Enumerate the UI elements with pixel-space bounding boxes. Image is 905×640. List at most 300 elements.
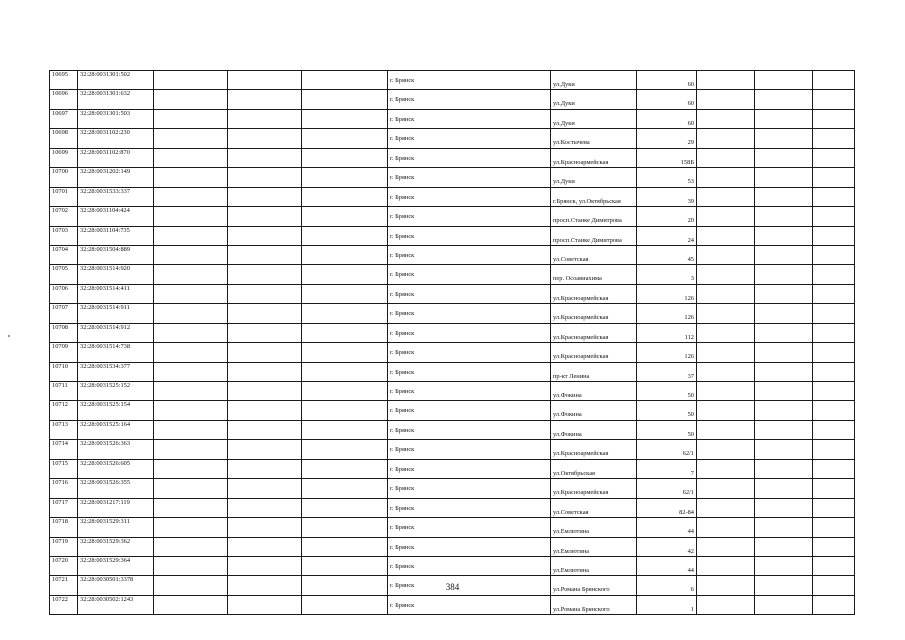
- cadastral-number-cell: 32:28:0031301:632: [78, 90, 154, 109]
- street-cell: ул.Дуки: [551, 90, 637, 109]
- table-row: [50, 362, 855, 381]
- record-number-cell: 10695: [50, 71, 78, 90]
- city-cell: г. Брянск: [388, 207, 551, 226]
- house-number-cell: 50: [637, 420, 697, 439]
- empty-cell: [228, 71, 302, 90]
- table-row: [50, 537, 855, 556]
- record-number-cell: 10696: [50, 90, 78, 109]
- city-cell: г. Брянск: [388, 304, 551, 323]
- house-number-cell: 44: [637, 556, 697, 575]
- city-cell: г. Брянск: [388, 362, 551, 381]
- empty-cell: [228, 323, 302, 342]
- empty-cell: [302, 265, 388, 284]
- record-number-cell: 10715: [50, 459, 78, 478]
- empty-cell: [697, 459, 755, 478]
- record-number-cell: 10710: [50, 362, 78, 381]
- table-row: [50, 518, 855, 537]
- record-number-cell: 10705: [50, 265, 78, 284]
- empty-cell: [228, 129, 302, 148]
- street-cell: ул.Фокина: [551, 420, 637, 439]
- city-cell: г. Брянск: [388, 129, 551, 148]
- table-row: [50, 187, 855, 206]
- empty-cell: [302, 518, 388, 537]
- empty-cell: [154, 556, 228, 575]
- empty-cell: [228, 148, 302, 167]
- empty-cell: [302, 382, 388, 401]
- record-number-cell: 10709: [50, 343, 78, 362]
- empty-cell: [697, 245, 755, 264]
- empty-cell: [228, 440, 302, 459]
- city-cell: г. Брянск: [388, 187, 551, 206]
- city-cell: г. Брянск: [388, 226, 551, 245]
- empty-cell: [154, 187, 228, 206]
- city-cell: г. Брянск: [388, 498, 551, 517]
- cadastral-number-cell: 32:28:0031514:920: [78, 265, 154, 284]
- city-cell: г. Брянск: [388, 556, 551, 575]
- empty-cell: [813, 459, 855, 478]
- record-number-cell: 10717: [50, 498, 78, 517]
- street-cell: просп.Станке Димитрова: [551, 207, 637, 226]
- cadastral-number-cell: 32:28:0031301:503: [78, 109, 154, 128]
- empty-cell: [813, 595, 855, 614]
- empty-cell: [302, 90, 388, 109]
- empty-cell: [697, 401, 755, 420]
- street-cell: ул.Красноармейская: [551, 304, 637, 323]
- empty-cell: [154, 362, 228, 381]
- empty-cell: [813, 129, 855, 148]
- cadastral-number-cell: 32:28:0031514:912: [78, 323, 154, 342]
- empty-cell: [813, 518, 855, 537]
- empty-cell: [302, 207, 388, 226]
- record-number-cell: 10702: [50, 207, 78, 226]
- empty-cell: [697, 207, 755, 226]
- table-row: [50, 420, 855, 439]
- street-cell: ул.Красноармейская: [551, 343, 637, 362]
- empty-cell: [154, 304, 228, 323]
- record-number-cell: 10699: [50, 148, 78, 167]
- empty-cell: [697, 362, 755, 381]
- empty-cell: [755, 401, 813, 420]
- record-number-cell: 10720: [50, 556, 78, 575]
- record-number-cell: 10712: [50, 401, 78, 420]
- cadastral-number-cell: 32:28:0031525:152: [78, 382, 154, 401]
- empty-cell: [755, 284, 813, 303]
- city-cell: г. Брянск: [388, 71, 551, 90]
- empty-cell: [755, 304, 813, 323]
- table-row: [50, 343, 855, 362]
- city-cell: г. Брянск: [388, 537, 551, 556]
- table-row: [50, 226, 855, 245]
- empty-cell: [697, 226, 755, 245]
- empty-cell: [154, 109, 228, 128]
- empty-cell: [228, 595, 302, 614]
- city-cell: г. Брянск: [388, 459, 551, 478]
- street-cell: ул.Фокина: [551, 401, 637, 420]
- registry-table-body: [50, 71, 855, 615]
- empty-cell: [302, 245, 388, 264]
- city-cell: г. Брянск: [388, 382, 551, 401]
- cadastral-number-cell: 32:28:0031301:502: [78, 71, 154, 90]
- table-row: [50, 595, 855, 614]
- empty-cell: [755, 498, 813, 517]
- empty-cell: [755, 245, 813, 264]
- cadastral-number-cell: 32:28:0031104:424: [78, 207, 154, 226]
- house-number-cell: 112: [637, 323, 697, 342]
- empty-cell: [813, 284, 855, 303]
- cadastral-number-cell: 32:28:0031504:889: [78, 245, 154, 264]
- empty-cell: [755, 420, 813, 439]
- house-number-cell: 1: [637, 595, 697, 614]
- empty-cell: [697, 148, 755, 167]
- empty-cell: [755, 459, 813, 478]
- empty-cell: [813, 323, 855, 342]
- empty-cell: [154, 343, 228, 362]
- empty-cell: [697, 556, 755, 575]
- empty-cell: [154, 168, 228, 187]
- city-cell: г. Брянск: [388, 479, 551, 498]
- house-number-cell: 60: [637, 109, 697, 128]
- table-row: [50, 129, 855, 148]
- empty-cell: [755, 109, 813, 128]
- empty-cell: [228, 343, 302, 362]
- table-row: [50, 265, 855, 284]
- empty-cell: [154, 129, 228, 148]
- empty-cell: [154, 284, 228, 303]
- record-number-cell: 10707: [50, 304, 78, 323]
- street-cell: ул.Советская: [551, 498, 637, 517]
- empty-cell: [228, 420, 302, 439]
- empty-cell: [813, 498, 855, 517]
- empty-cell: [813, 207, 855, 226]
- empty-cell: [755, 71, 813, 90]
- empty-cell: [697, 129, 755, 148]
- cadastral-number-cell: 32:28:0031529:311: [78, 518, 154, 537]
- city-cell: г. Брянск: [388, 90, 551, 109]
- table-row: [50, 90, 855, 109]
- house-number-cell: 3: [637, 265, 697, 284]
- empty-cell: [755, 207, 813, 226]
- city-cell: г. Брянск: [388, 420, 551, 439]
- empty-cell: [154, 265, 228, 284]
- table-row: [50, 304, 855, 323]
- house-number-cell: 126: [637, 343, 697, 362]
- street-cell: пр-кт Ленина: [551, 362, 637, 381]
- empty-cell: [755, 479, 813, 498]
- record-number-cell: 10718: [50, 518, 78, 537]
- empty-cell: [154, 323, 228, 342]
- house-number-cell: 50: [637, 382, 697, 401]
- cadastral-number-cell: 32:28:0031525:164: [78, 420, 154, 439]
- house-number-cell: 126: [637, 284, 697, 303]
- empty-cell: [697, 168, 755, 187]
- cadastral-number-cell: 32:28:0030501:3378: [78, 576, 154, 595]
- empty-cell: [755, 537, 813, 556]
- empty-cell: [228, 284, 302, 303]
- record-number-cell: 10708: [50, 323, 78, 342]
- city-cell: г. Брянск: [388, 595, 551, 614]
- empty-cell: [154, 459, 228, 478]
- table-row: [50, 556, 855, 575]
- empty-cell: [154, 420, 228, 439]
- empty-cell: [755, 595, 813, 614]
- house-number-cell: 42: [637, 537, 697, 556]
- record-number-cell: 10704: [50, 245, 78, 264]
- table-row: [50, 168, 855, 187]
- empty-cell: [302, 537, 388, 556]
- empty-cell: [697, 304, 755, 323]
- record-number-cell: 10703: [50, 226, 78, 245]
- empty-cell: [228, 265, 302, 284]
- record-number-cell: 10721: [50, 576, 78, 595]
- street-cell: ул.Костычева: [551, 129, 637, 148]
- cadastral-number-cell: 32:28:0031202:149: [78, 168, 154, 187]
- empty-cell: [813, 304, 855, 323]
- city-cell: г. Брянск: [388, 440, 551, 459]
- empty-cell: [228, 537, 302, 556]
- cadastral-number-cell: 32:28:0031526:605: [78, 459, 154, 478]
- street-cell: ул.Дуки: [551, 168, 637, 187]
- record-number-cell: 10698: [50, 129, 78, 148]
- house-number-cell: 50: [637, 401, 697, 420]
- table-row: [50, 479, 855, 498]
- empty-cell: [697, 498, 755, 517]
- house-number-cell: 44: [637, 518, 697, 537]
- empty-cell: [228, 459, 302, 478]
- empty-cell: [228, 226, 302, 245]
- table-row: [50, 459, 855, 478]
- cadastral-number-cell: 32:28:0031217:119: [78, 498, 154, 517]
- street-cell: ул.Красноармейская: [551, 284, 637, 303]
- empty-cell: [813, 479, 855, 498]
- empty-cell: [154, 226, 228, 245]
- empty-cell: [302, 459, 388, 478]
- street-cell: ул.Емлютина: [551, 537, 637, 556]
- empty-cell: [228, 479, 302, 498]
- empty-cell: [302, 420, 388, 439]
- empty-cell: [755, 440, 813, 459]
- street-cell: ул.Советская: [551, 245, 637, 264]
- empty-cell: [813, 440, 855, 459]
- table-row: [50, 245, 855, 264]
- street-cell: г.Брянск, ул.Октябрьская: [551, 187, 637, 206]
- street-cell: ул.Дуки: [551, 71, 637, 90]
- house-number-cell: 158Б: [637, 148, 697, 167]
- empty-cell: [813, 187, 855, 206]
- record-number-cell: 10700: [50, 168, 78, 187]
- street-cell: ул.Романа Брянского: [551, 576, 637, 595]
- table-row: [50, 440, 855, 459]
- record-number-cell: 10711: [50, 382, 78, 401]
- cadastral-number-cell: 32:28:0031525:154: [78, 401, 154, 420]
- empty-cell: [755, 556, 813, 575]
- empty-cell: [154, 498, 228, 517]
- street-cell: пер. Осоавиахима: [551, 265, 637, 284]
- empty-cell: [697, 187, 755, 206]
- empty-cell: [697, 90, 755, 109]
- cadastral-number-cell: 32:28:0031104:735: [78, 226, 154, 245]
- cadastral-number-cell: 32:28:0031529:364: [78, 556, 154, 575]
- street-cell: ул.Емлютина: [551, 518, 637, 537]
- empty-cell: [154, 537, 228, 556]
- empty-cell: [813, 90, 855, 109]
- empty-cell: [813, 168, 855, 187]
- empty-cell: [755, 362, 813, 381]
- empty-cell: [755, 323, 813, 342]
- empty-cell: [755, 168, 813, 187]
- empty-cell: [154, 518, 228, 537]
- house-number-cell: 60: [637, 90, 697, 109]
- empty-cell: [228, 401, 302, 420]
- empty-cell: [697, 71, 755, 90]
- table-row: [50, 401, 855, 420]
- empty-cell: [813, 148, 855, 167]
- table-row: [50, 382, 855, 401]
- empty-cell: [228, 90, 302, 109]
- house-number-cell: 82-84: [637, 498, 697, 517]
- empty-cell: [302, 343, 388, 362]
- city-cell: г. Брянск: [388, 401, 551, 420]
- empty-cell: [697, 323, 755, 342]
- empty-cell: [813, 420, 855, 439]
- cadastral-number-cell: 32:28:0031526:355: [78, 479, 154, 498]
- empty-cell: [302, 595, 388, 614]
- house-number-cell: 62/1: [637, 479, 697, 498]
- record-number-cell: 10722: [50, 595, 78, 614]
- empty-cell: [154, 207, 228, 226]
- empty-cell: [697, 479, 755, 498]
- city-cell: г. Брянск: [388, 148, 551, 167]
- empty-cell: [228, 556, 302, 575]
- empty-cell: [813, 71, 855, 90]
- empty-cell: [154, 148, 228, 167]
- house-number-cell: 60: [637, 71, 697, 90]
- empty-cell: [755, 90, 813, 109]
- empty-cell: [755, 343, 813, 362]
- empty-cell: [813, 109, 855, 128]
- street-cell: просп.Станке Димитрова: [551, 226, 637, 245]
- record-number-cell: 10719: [50, 537, 78, 556]
- city-cell: г. Брянск: [388, 576, 551, 595]
- street-cell: ул.Красноармейская: [551, 479, 637, 498]
- empty-cell: [302, 71, 388, 90]
- empty-cell: [302, 498, 388, 517]
- empty-cell: [302, 362, 388, 381]
- table-row: [50, 71, 855, 90]
- empty-cell: [302, 226, 388, 245]
- empty-cell: [302, 109, 388, 128]
- empty-cell: [697, 537, 755, 556]
- empty-cell: [697, 382, 755, 401]
- house-number-cell: 45: [637, 245, 697, 264]
- empty-cell: [697, 518, 755, 537]
- empty-cell: [697, 284, 755, 303]
- empty-cell: [302, 440, 388, 459]
- house-number-cell: 24: [637, 226, 697, 245]
- empty-cell: [302, 323, 388, 342]
- city-cell: г. Брянск: [388, 109, 551, 128]
- street-cell: ул.Романа Брянского: [551, 595, 637, 614]
- cadastral-number-cell: 32:28:0031514:411: [78, 284, 154, 303]
- record-number-cell: 10706: [50, 284, 78, 303]
- empty-cell: [755, 187, 813, 206]
- empty-cell: [755, 265, 813, 284]
- house-number-cell: 53: [637, 168, 697, 187]
- empty-cell: [228, 498, 302, 517]
- empty-cell: [154, 401, 228, 420]
- street-cell: ул.Емлютина: [551, 556, 637, 575]
- table-row: [50, 207, 855, 226]
- city-cell: г. Брянск: [388, 343, 551, 362]
- empty-cell: [154, 440, 228, 459]
- empty-cell: [228, 304, 302, 323]
- empty-cell: [154, 382, 228, 401]
- empty-cell: [154, 71, 228, 90]
- empty-cell: [228, 207, 302, 226]
- house-number-cell: 37: [637, 362, 697, 381]
- empty-cell: [154, 245, 228, 264]
- empty-cell: [302, 479, 388, 498]
- street-cell: ул.Красноармейская: [551, 440, 637, 459]
- empty-cell: [228, 518, 302, 537]
- empty-cell: [154, 479, 228, 498]
- empty-cell: [302, 148, 388, 167]
- empty-cell: [228, 362, 302, 381]
- empty-cell: [697, 265, 755, 284]
- empty-cell: [154, 90, 228, 109]
- cadastral-number-cell: 32:28:0031533:337: [78, 187, 154, 206]
- cadastral-number-cell: 32:28:0030502:1243: [78, 595, 154, 614]
- empty-cell: [302, 556, 388, 575]
- city-cell: г. Брянск: [388, 323, 551, 342]
- house-number-cell: 7: [637, 459, 697, 478]
- empty-cell: [813, 245, 855, 264]
- table-row: [50, 109, 855, 128]
- house-number-cell: 29: [637, 129, 697, 148]
- cadastral-number-cell: 32:28:0031526:363: [78, 440, 154, 459]
- cadastral-number-cell: 32:28:0031534:377: [78, 362, 154, 381]
- empty-cell: [154, 595, 228, 614]
- empty-cell: [755, 382, 813, 401]
- city-cell: г. Брянск: [388, 245, 551, 264]
- table-row: [50, 498, 855, 517]
- page-number: 384: [445, 582, 460, 592]
- city-cell: г. Брянск: [388, 168, 551, 187]
- empty-cell: [755, 129, 813, 148]
- street-cell: ул.Октябрьская: [551, 459, 637, 478]
- empty-cell: [813, 226, 855, 245]
- empty-cell: [228, 245, 302, 264]
- street-cell: ул.Красноармейская: [551, 148, 637, 167]
- city-cell: г. Брянск: [388, 518, 551, 537]
- street-cell: ул.Дуки: [551, 109, 637, 128]
- table-row: [50, 148, 855, 167]
- empty-cell: [813, 343, 855, 362]
- property-registry-table: [49, 70, 855, 615]
- empty-cell: [697, 595, 755, 614]
- city-cell: г. Брянск: [388, 265, 551, 284]
- empty-cell: [813, 401, 855, 420]
- empty-cell: [697, 109, 755, 128]
- empty-cell: [302, 284, 388, 303]
- record-number-cell: 10701: [50, 187, 78, 206]
- empty-cell: [755, 518, 813, 537]
- cadastral-number-cell: 32:28:0031102:870: [78, 148, 154, 167]
- empty-cell: [813, 362, 855, 381]
- house-number-cell: 126: [637, 304, 697, 323]
- empty-cell: [228, 382, 302, 401]
- cadastral-number-cell: 32:28:0031514:738: [78, 343, 154, 362]
- record-number-cell: 10713: [50, 420, 78, 439]
